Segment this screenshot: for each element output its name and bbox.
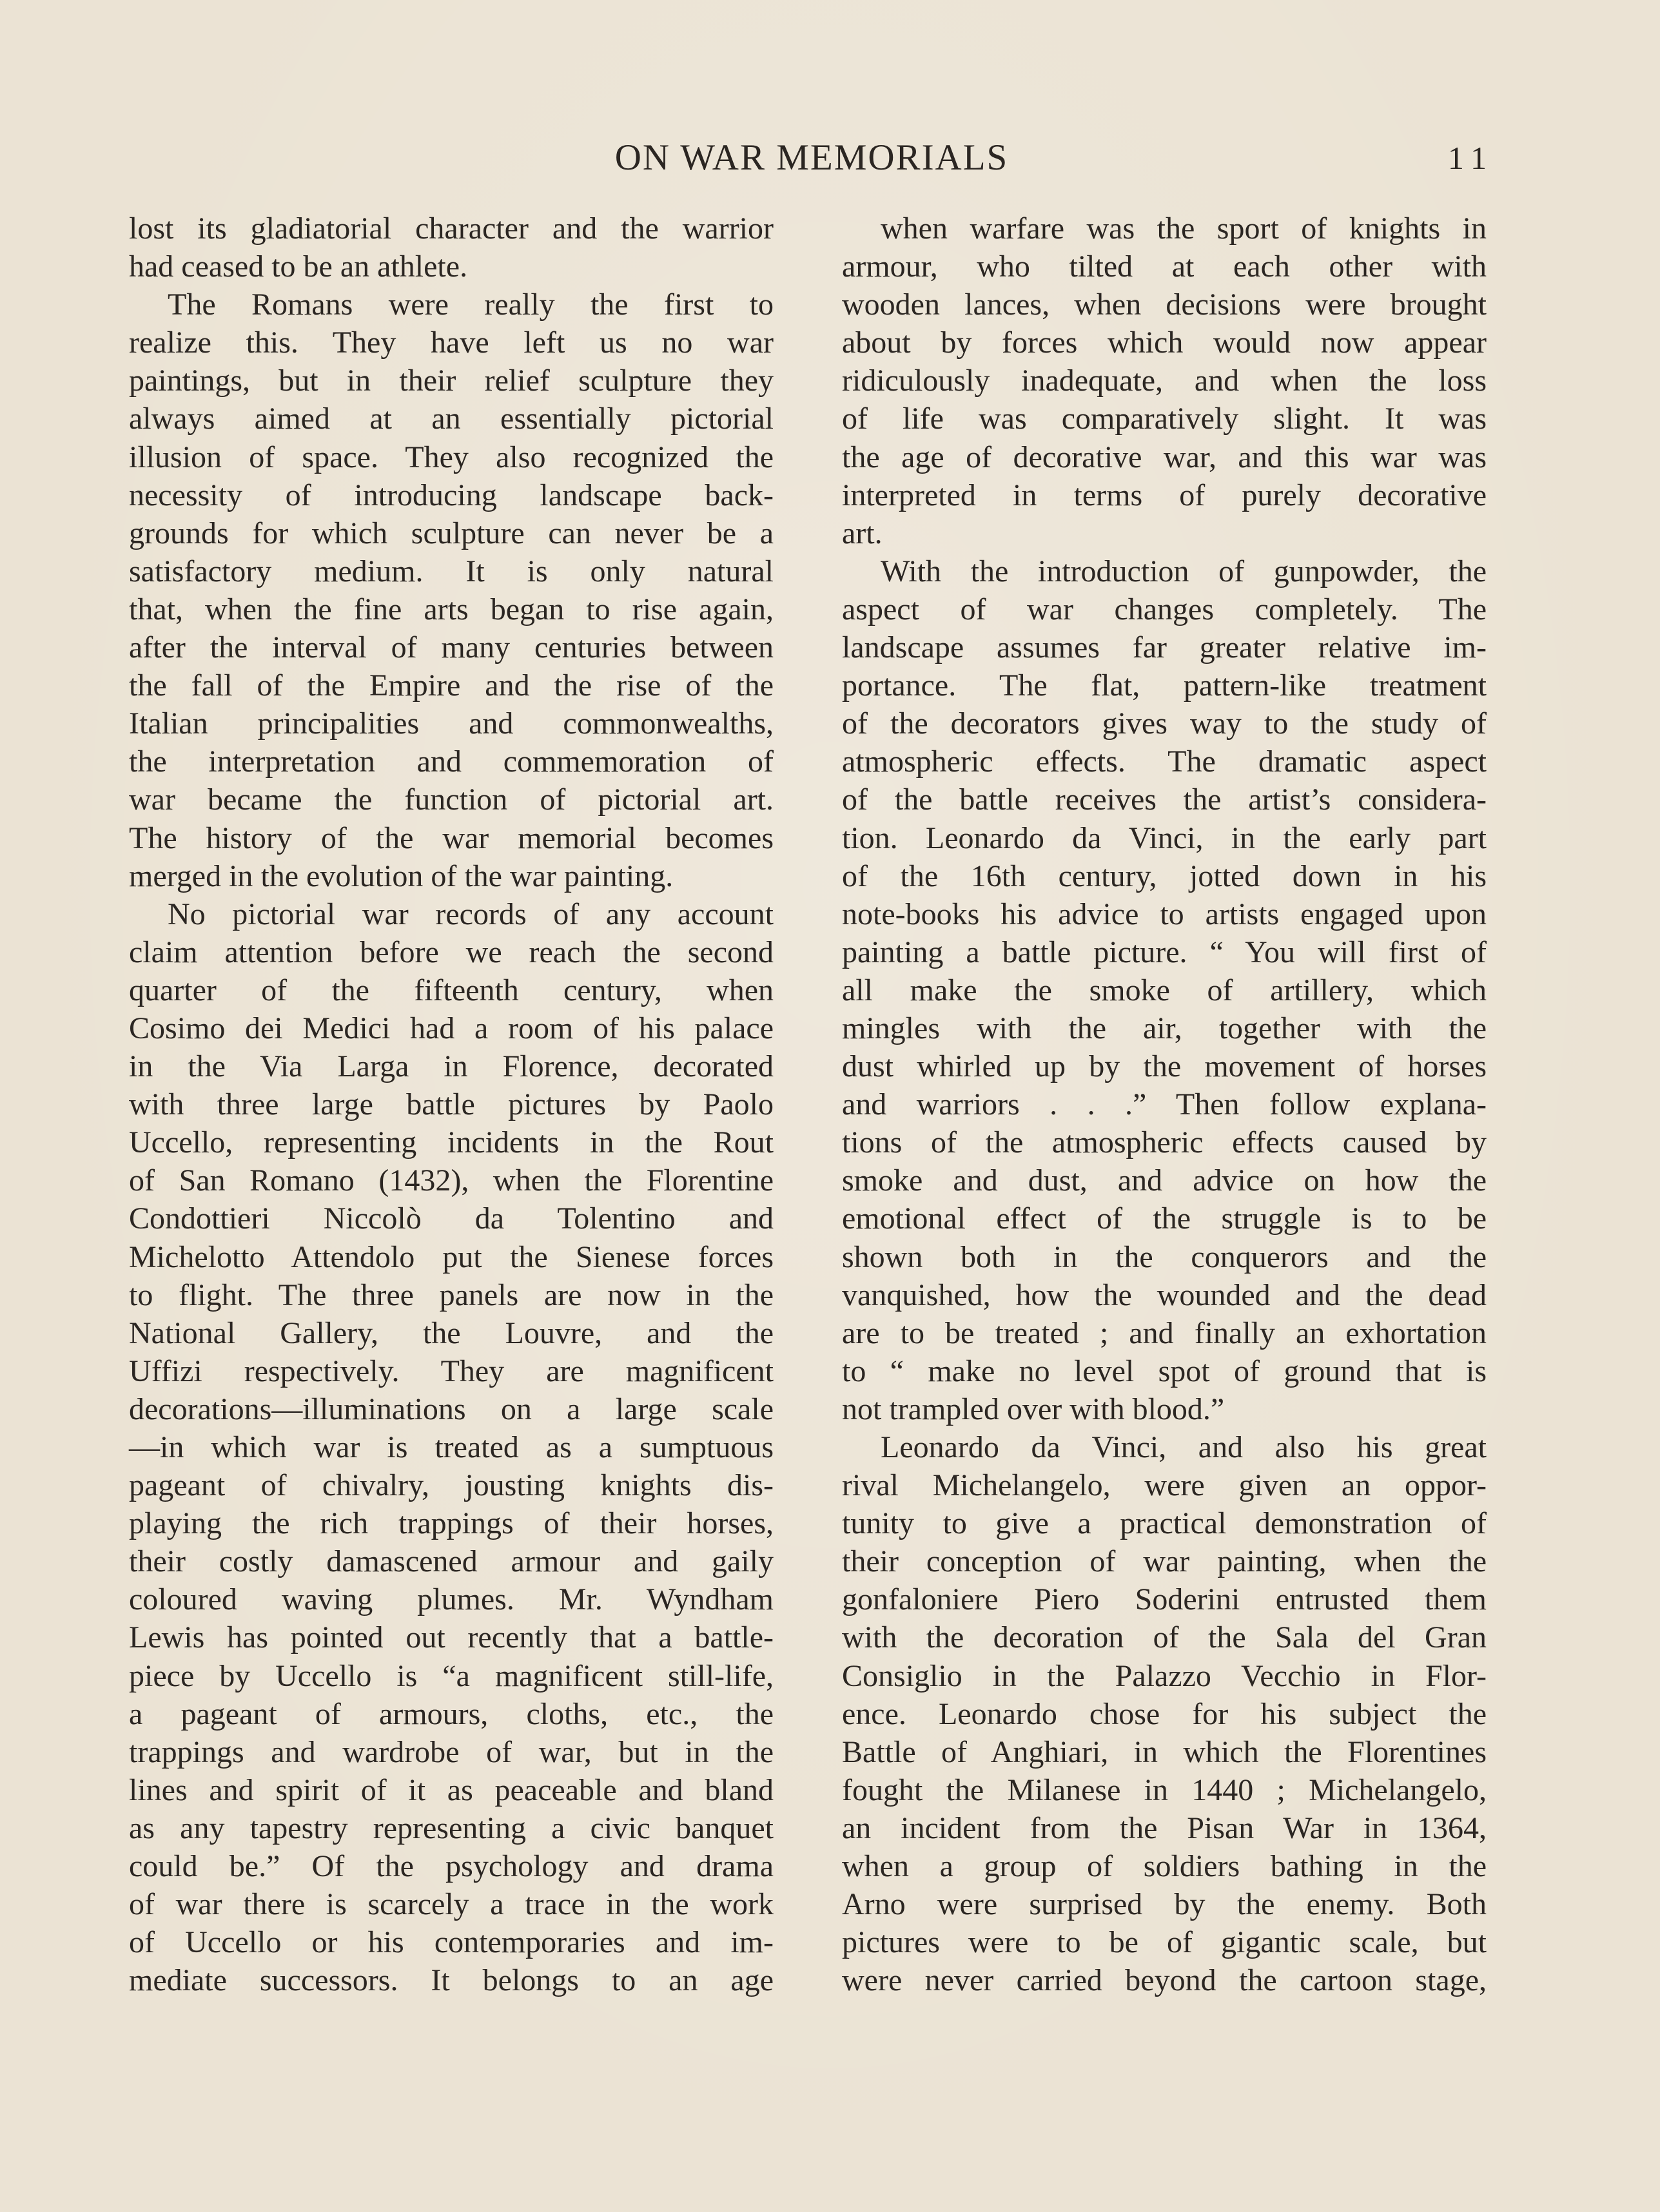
text-line: shown both in the conquerors and the [842,1239,1487,1274]
text-line: tion. Leonardo da Vinci, in the early part [842,820,1487,855]
text-line: of San Romano (1432), when the Florentine [129,1163,774,1198]
text-line: quarter of the fifteenth century, when [129,973,774,1007]
text-line: smoke and dust, and advice on how the [842,1163,1487,1198]
text-line: Consiglio in the Palazzo Vecchio in Flor- [842,1658,1487,1693]
text-line: illusion of space. They also recognized the [129,440,774,474]
text-line: claim attention before we reach the second [129,935,774,969]
text-line: with three large battle pictures by Paolo [129,1087,774,1122]
text-line: pageant of chivalry, jousting knights dis- [129,1468,774,1503]
text-line: tunity to give a practical demonstration of [842,1506,1487,1541]
text-line: realize this. They have left us no war [129,325,774,360]
right-column [842,209,1487,2014]
text-line: their conception of war painting, when the [842,1544,1487,1579]
text-line: to flight. The three panels are now in the [129,1277,774,1312]
text-line: decorations—illuminations on a large scale [129,1392,774,1426]
text-line: Leonardo da Vinci, and also his great [881,1430,1487,1464]
text-line: art. [842,516,883,550]
running-head [129,132,1494,184]
text-line: of the 16th century, jotted down in his [842,859,1487,893]
text-line: With the introduction of gunpowder, the [881,554,1487,588]
text-line: as any tapestry representing a civic banquet [129,1810,774,1845]
left-column [129,209,774,2014]
text-line: and warriors . . .” Then follow explana- [842,1087,1487,1122]
text-line: of Uccello or his contemporaries and im- [129,1925,774,1960]
text-line: when warfare was the sport of knights in [881,211,1487,246]
text-line: note-books his advice to artists engaged upon [842,897,1487,931]
text-line: rival Michelangelo, were given an oppor- [842,1468,1487,1503]
text-line: could be.” Of the psychology and drama [129,1849,774,1884]
text-line: satisfactory medium. It is only natural [129,554,774,588]
text-line: ence. Leonardo chose for his subject the [842,1696,1487,1731]
text-line: with the decoration of the Sala del Gran [842,1620,1487,1655]
text-line: emotional effect of the struggle is to be [842,1201,1487,1236]
text-line: their costly damascened armour and gaily [129,1544,774,1579]
text-line: landscape assumes far greater relative im- [842,630,1487,665]
text-line: Italian principalities and commonwealths, [129,706,774,741]
text-line: Michelotto Attendolo put the Sienese forces [129,1239,774,1274]
text-line: No pictorial war records of any account [168,897,774,931]
text-line: the age of decorative war, and this war was [842,440,1487,474]
text-line: National Gallery, the Louvre, and the [129,1315,774,1350]
text-line: armour, who tilted at each other with [842,249,1487,284]
text-line: war became the function of pictorial art. [129,782,774,817]
text-line: Uffizi respectively. They are magnificent [129,1353,774,1388]
text-line: Arno were surprised by the enemy. Both [842,1887,1487,1922]
text-line: of life was comparatively slight. It was [842,402,1487,436]
text-line: of the decorators gives way to the study of [842,706,1487,741]
text-line: grounds for which sculpture can never be a [129,516,774,550]
text-line: lines and spirit of it as peaceable and bland [129,1772,774,1807]
text-line: about by forces which would now appear [842,325,1487,360]
text-line: after the interval of many centuries between [129,630,774,665]
text-line: ridiculously inadequate, and when the loss [842,364,1487,398]
text-line: were never carried beyond the cartoon stage, [842,1963,1487,1998]
text-line: dust whirled up by the movement of horses [842,1049,1487,1084]
text-line: The history of the war memorial becomes [129,820,774,855]
text-line: all make the smoke of artillery, which [842,973,1487,1007]
paragraph [842,209,1487,552]
text-line: wooden lances, when decisions were brought [842,287,1487,322]
text-line: in the Via Larga in Florence, decorated [129,1049,774,1084]
text-line: mediate successors. It belongs to an age [129,1963,774,1998]
text-line: of war there is scarcely a trace in the work [129,1887,774,1922]
text-line: the fall of the Empire and the rise of the [129,668,774,703]
text-line: merged in the evolution of the war painting. [129,859,674,893]
text-line: Condottieri Niccolò da Tolentino and [129,1201,774,1236]
text-line: that, when the fine arts began to rise again, [129,592,774,626]
text-line: pictures were to be of gigantic scale, but [842,1925,1487,1960]
text-line: The Romans were really the first to [168,287,774,322]
text-line: paintings, but in their relief sculpture they [129,364,774,398]
text-line: gonfaloniere Piero Soderini entrusted them [842,1582,1487,1617]
paragraph [842,1428,1487,1999]
text-line: the interpretation and commemoration of [129,744,774,779]
paragraph [129,209,774,286]
text-line: portance. The flat, pattern-like treatment [842,668,1487,703]
text-line: playing the rich trappings of their horses, [129,1506,774,1541]
text-line: piece by Uccello is “a magnificent still-life, [129,1658,774,1693]
paragraph [129,895,774,2000]
text-line: Uccello, representing incidents in the Rout [129,1125,774,1160]
text-line: mingles with the air, together with the [842,1011,1487,1045]
text-line: an incident from the Pisan War in 1364, [842,1810,1487,1845]
page-number: 11 [1447,140,1494,176]
text-line: Battle of Anghiari, in which the Florentines [842,1734,1487,1769]
text-line: tions of the atmospheric effects caused by [842,1125,1487,1160]
text-line: vanquished, how the wounded and the dead [842,1277,1487,1312]
text-line: a pageant of armours, cloths, etc., the [129,1696,774,1731]
running-title: ON WAR MEMORIALS [614,137,1009,178]
text-line: when a group of soldiers bathing in the [842,1849,1487,1884]
paragraph [842,552,1487,1428]
text-line: had ceased to be an athlete. [129,249,468,284]
text-line: lost its gladiatorial character and the warrior [129,211,774,246]
text-line: —in which war is treated as a sumptuous [129,1430,774,1464]
text-line: painting a battle picture. “ You will first of [842,935,1487,969]
text-line: fought the Milanese in 1440 ; Michelangelo, [842,1772,1487,1807]
text-line: trappings and wardrobe of war, but in the [129,1734,774,1769]
text-line: atmospheric effects. The dramatic aspect [842,744,1487,779]
text-line: not trampled over with blood.” [842,1392,1225,1426]
text-line: coloured waving plumes. Mr. Wyndham [129,1582,774,1617]
text-line: Lewis has pointed out recently that a battle- [129,1620,774,1655]
text-line: Cosimo dei Medici had a room of his palace [129,1011,774,1045]
text-line: to “ make no level spot of ground that is [842,1353,1487,1388]
text-line: always aimed at an essentially pictorial [129,402,774,436]
text-line: are to be treated ; and finally an exhortation [842,1315,1487,1350]
text-line: interpreted in terms of purely decorative [842,478,1487,512]
text-line: of the battle receives the artist’s considera- [842,782,1487,817]
paragraph [129,286,774,895]
text-line: aspect of war changes completely. The [842,592,1487,626]
text-line: necessity of introducing landscape back- [129,478,774,512]
